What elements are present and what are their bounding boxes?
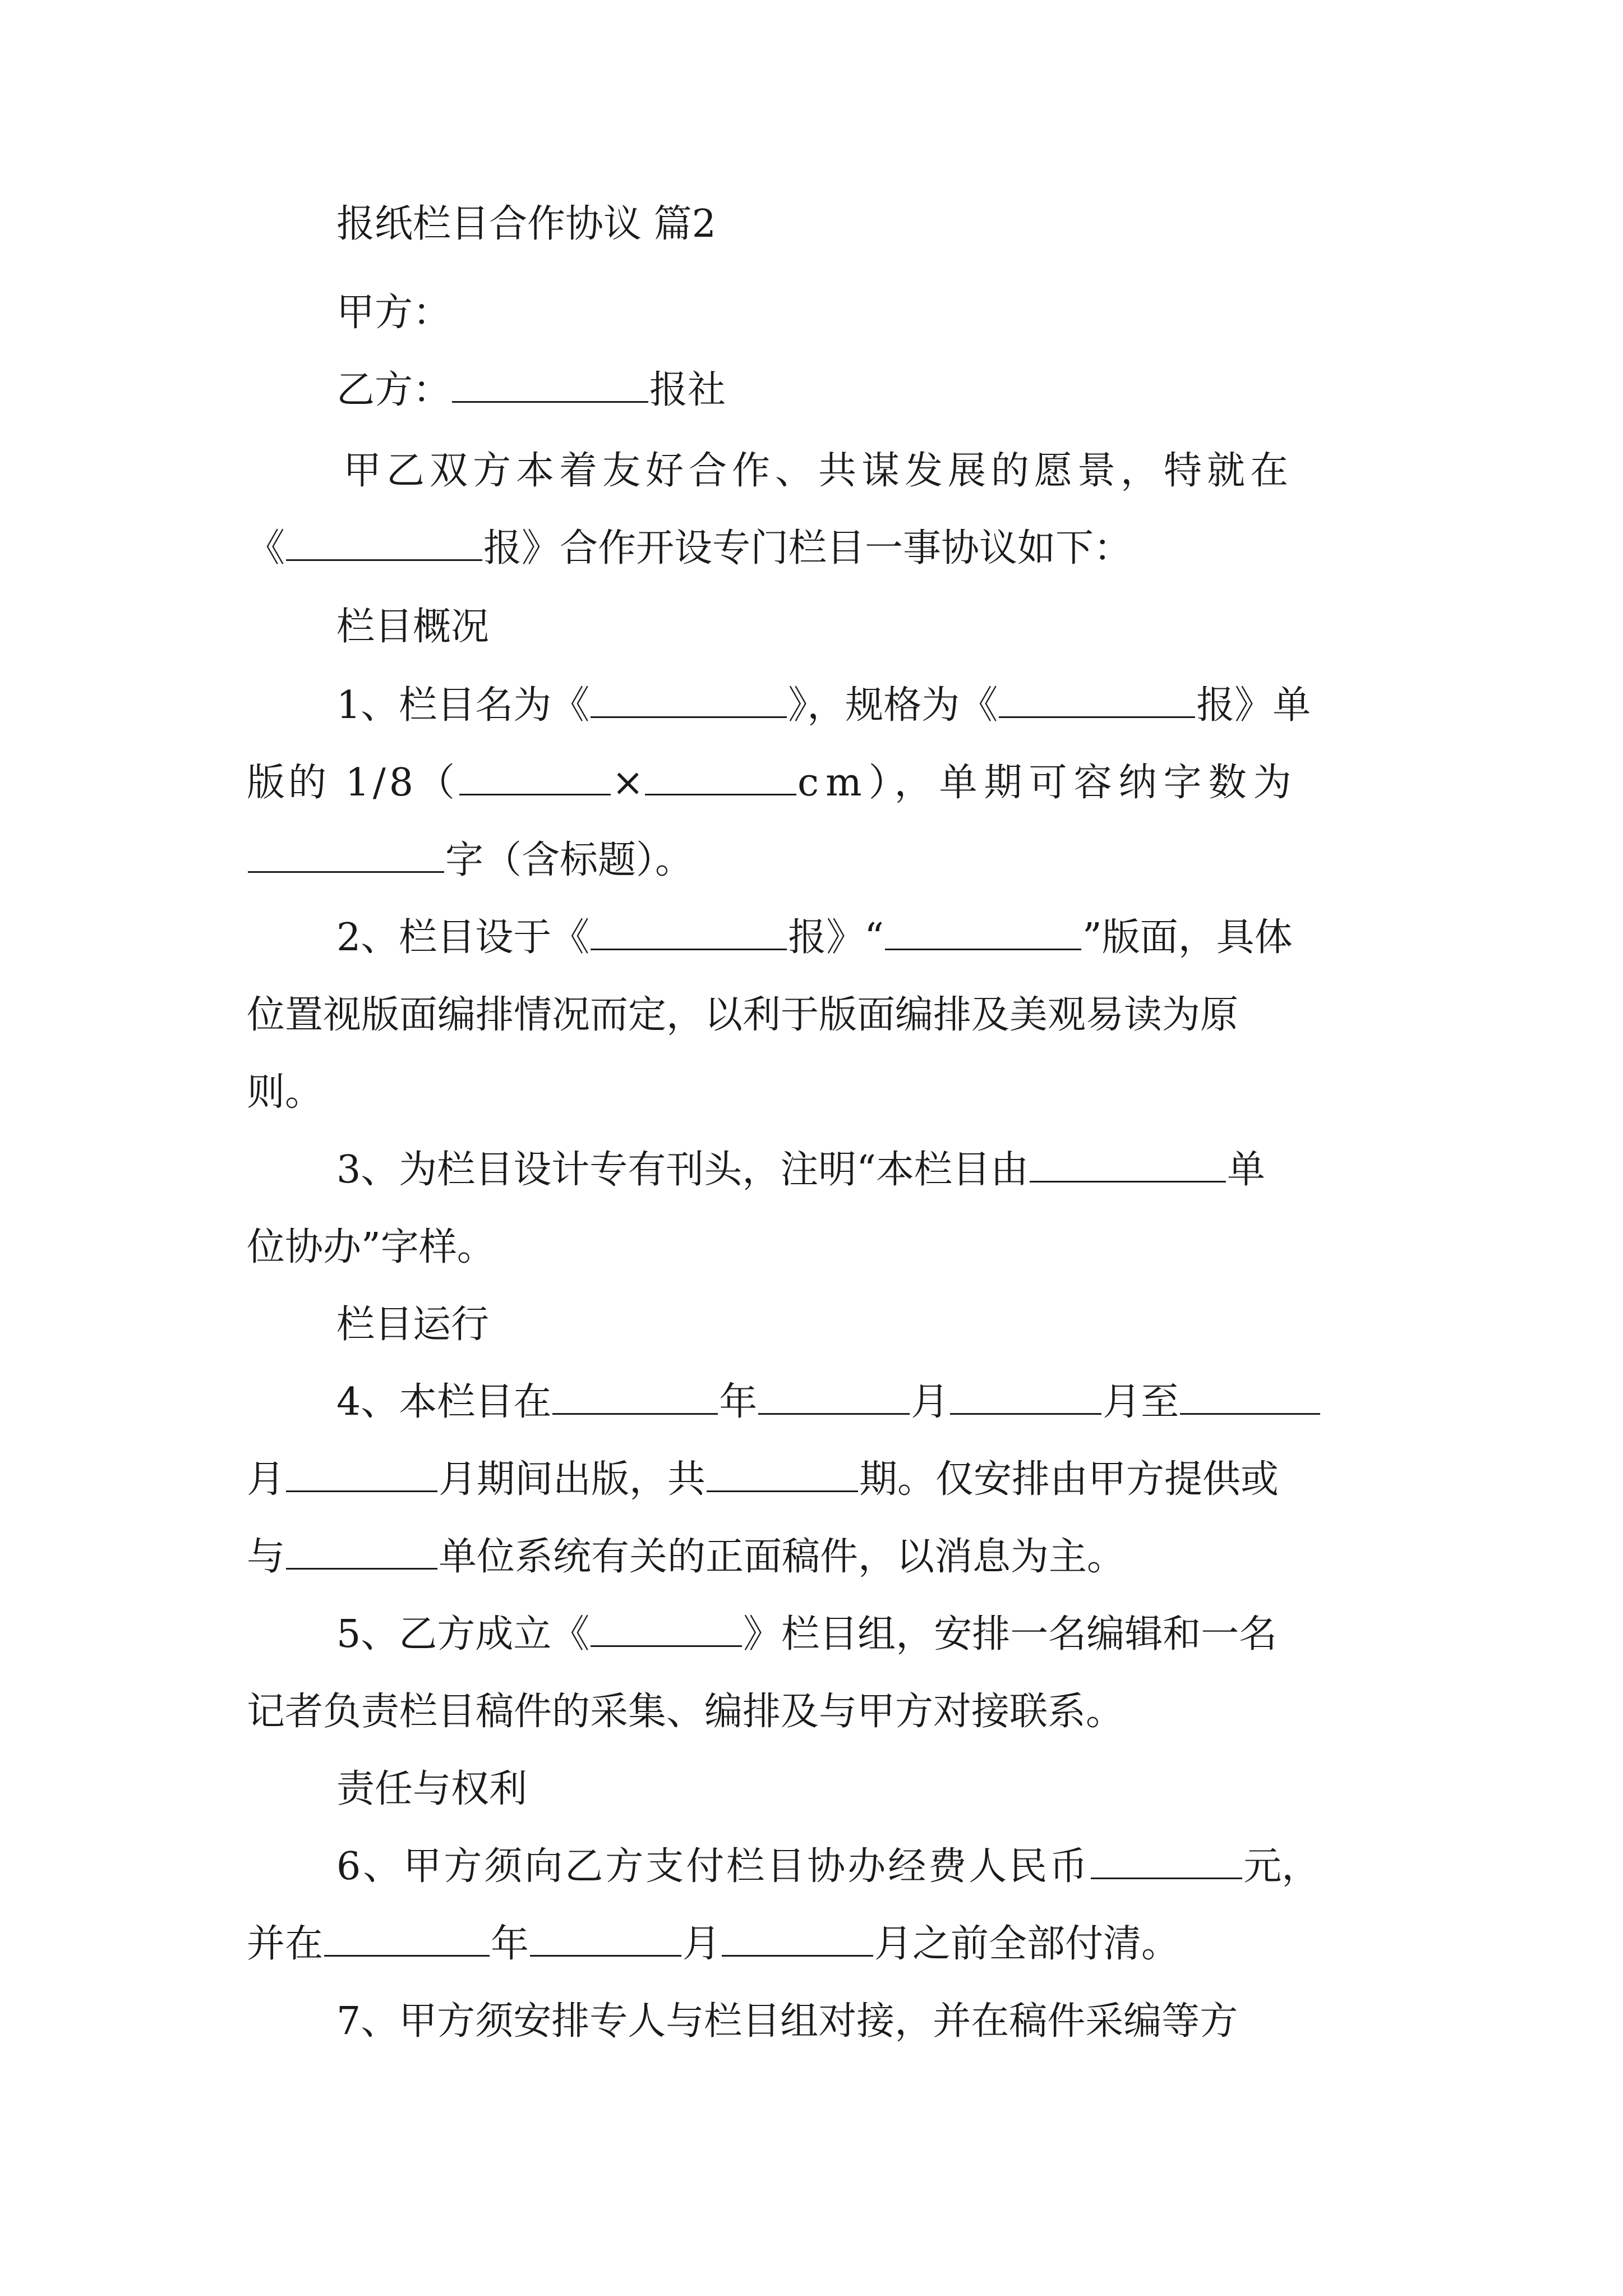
item2-line-3 <box>247 1059 1623 1126</box>
item4-text-c: 月 <box>911 1380 949 1424</box>
column-name-blank <box>591 682 787 718</box>
item3-text-c: 位协办”字样。 <box>247 1225 495 1269</box>
item1-text-e: cm），单期可容纳字数为 <box>797 761 1298 805</box>
intro-text-1: 甲乙双方本着友好合作、共谋发展的愿景，特就在 <box>343 449 1294 493</box>
item6-line-1 <box>336 1833 1623 1901</box>
item2-text-b: 报》“ <box>788 915 884 960</box>
item1-line-2 <box>247 749 1623 817</box>
party-b-line <box>336 357 1623 424</box>
start-year-blank <box>552 1378 718 1415</box>
party-a-line <box>336 279 1623 347</box>
title-text: 报纸栏目合作协议 篇2 <box>336 202 716 246</box>
height-blank <box>645 759 796 795</box>
item1-line-1 <box>336 672 1623 739</box>
item6-text-b: 元， <box>1243 1844 1320 1889</box>
intro-text-2: 报》合作开设专门栏目一事协议如下： <box>483 526 1132 570</box>
item6-text-a: 6、甲方须向乙方支付栏目协办经费人民币 <box>336 1844 1090 1889</box>
item1-text-c: 报》单 <box>1196 683 1311 728</box>
item4-text-i: 单位系统有关的正面稿件，以消息为主。 <box>439 1535 1126 1579</box>
pay-year-blank <box>324 1920 490 1957</box>
item2-line-2 <box>247 982 1623 1049</box>
item6-text-e: 月 <box>683 1922 721 1966</box>
item2-newspaper-blank <box>591 914 787 950</box>
item1-text-f: 字（含标题）。 <box>445 838 694 882</box>
item2-line-1 <box>336 904 1623 972</box>
page-name-blank <box>885 914 1081 950</box>
item6-text-c: 并在 <box>247 1922 324 1966</box>
pay-day-blank <box>722 1920 873 1957</box>
section-heading-overview <box>336 593 1623 661</box>
section3-heading-text: 责任与权利 <box>336 1767 528 1811</box>
unit-system-blank <box>286 1533 437 1570</box>
section-heading-operation <box>336 1291 1623 1359</box>
item2-text-e: 则。 <box>247 1070 324 1115</box>
item4-text-d: 月至 <box>1103 1380 1179 1424</box>
start-month-blank <box>758 1378 910 1415</box>
pay-month-blank <box>530 1920 681 1957</box>
item2-text-d: 位置视版面编排情况而定，以利于版面编排及美观易读为原 <box>247 993 1239 1037</box>
document-title <box>336 191 1623 258</box>
sponsor-unit-blank <box>1030 1146 1226 1182</box>
section-heading-responsibilities <box>336 1756 1623 1823</box>
item5-line-2 <box>247 1678 1623 1746</box>
item4-line-2 <box>247 1446 1623 1513</box>
item4-line-3 <box>247 1524 1623 1591</box>
spec-newspaper-blank <box>999 682 1195 718</box>
intro-newspaper-blank <box>286 524 482 561</box>
start-day-blank <box>950 1378 1101 1415</box>
item4-text-h: 与 <box>247 1535 285 1579</box>
item1-text-b: 》，规格为《 <box>788 683 998 728</box>
item7-line-1 <box>336 1988 1623 2055</box>
item4-line-1 <box>336 1369 1623 1436</box>
item3-text-a: 3、为栏目设计专有刊头，注明“本栏目由 <box>336 1148 1029 1192</box>
party-a-label: 甲方： <box>336 291 451 335</box>
section1-heading-text: 栏目概况 <box>336 605 490 649</box>
intro-line-1 <box>343 438 1386 505</box>
item4-text-e: 月 <box>247 1457 285 1502</box>
fee-amount-blank <box>1091 1843 1242 1879</box>
word-count-blank <box>248 836 444 873</box>
item5-text-b: 》栏目组，安排一名编辑和一名 <box>743 1612 1278 1657</box>
item2-text-c: ”版面，具体 <box>1082 915 1293 960</box>
item4-text-b: 年 <box>719 1380 758 1424</box>
end-month-blank <box>1180 1378 1320 1415</box>
item4-text-a: 4、本栏目在 <box>336 1380 552 1424</box>
intro-line-2 <box>247 515 1623 582</box>
item6-line-2 <box>247 1911 1623 1978</box>
party-b-suffix: 报社 <box>649 368 726 412</box>
column-group-blank <box>591 1611 742 1647</box>
item6-text-f: 月之前全部付清。 <box>874 1922 1180 1966</box>
times-sign: × <box>612 761 644 805</box>
issue-count-blank <box>707 1456 858 1492</box>
item5-line-1 <box>336 1601 1623 1668</box>
section2-heading-text: 栏目运行 <box>336 1303 490 1347</box>
width-blank <box>459 759 611 795</box>
end-day-blank <box>286 1456 437 1492</box>
intro-open-quote: 《 <box>247 526 285 570</box>
item6-text-d: 年 <box>491 1922 529 1966</box>
item4-text-f: 月期间出版，共 <box>439 1457 706 1502</box>
item1-text-a: 1、栏目名为《 <box>336 683 590 728</box>
item3-line-2 <box>247 1214 1623 1281</box>
party-b-blank <box>452 366 648 403</box>
item3-text-b: 单 <box>1227 1148 1266 1192</box>
item5-text-c: 记者负责栏目稿件的采集、编排及与甲方对接联系。 <box>247 1690 1124 1734</box>
item5-text-a: 5、乙方成立《 <box>336 1612 590 1657</box>
party-b-label: 乙方： <box>336 368 451 412</box>
item2-text-a: 2、栏目设于《 <box>336 915 590 960</box>
item4-text-g: 期。仅安排由甲方提供或 <box>859 1457 1279 1502</box>
item3-line-1 <box>336 1137 1623 1204</box>
item1-text-d: 版的 1/8（ <box>247 761 459 805</box>
item7-text-a: 7、甲方须安排专人与栏目组对接，并在稿件采编等方 <box>336 1999 1238 2044</box>
item1-line-3 <box>247 827 1623 894</box>
